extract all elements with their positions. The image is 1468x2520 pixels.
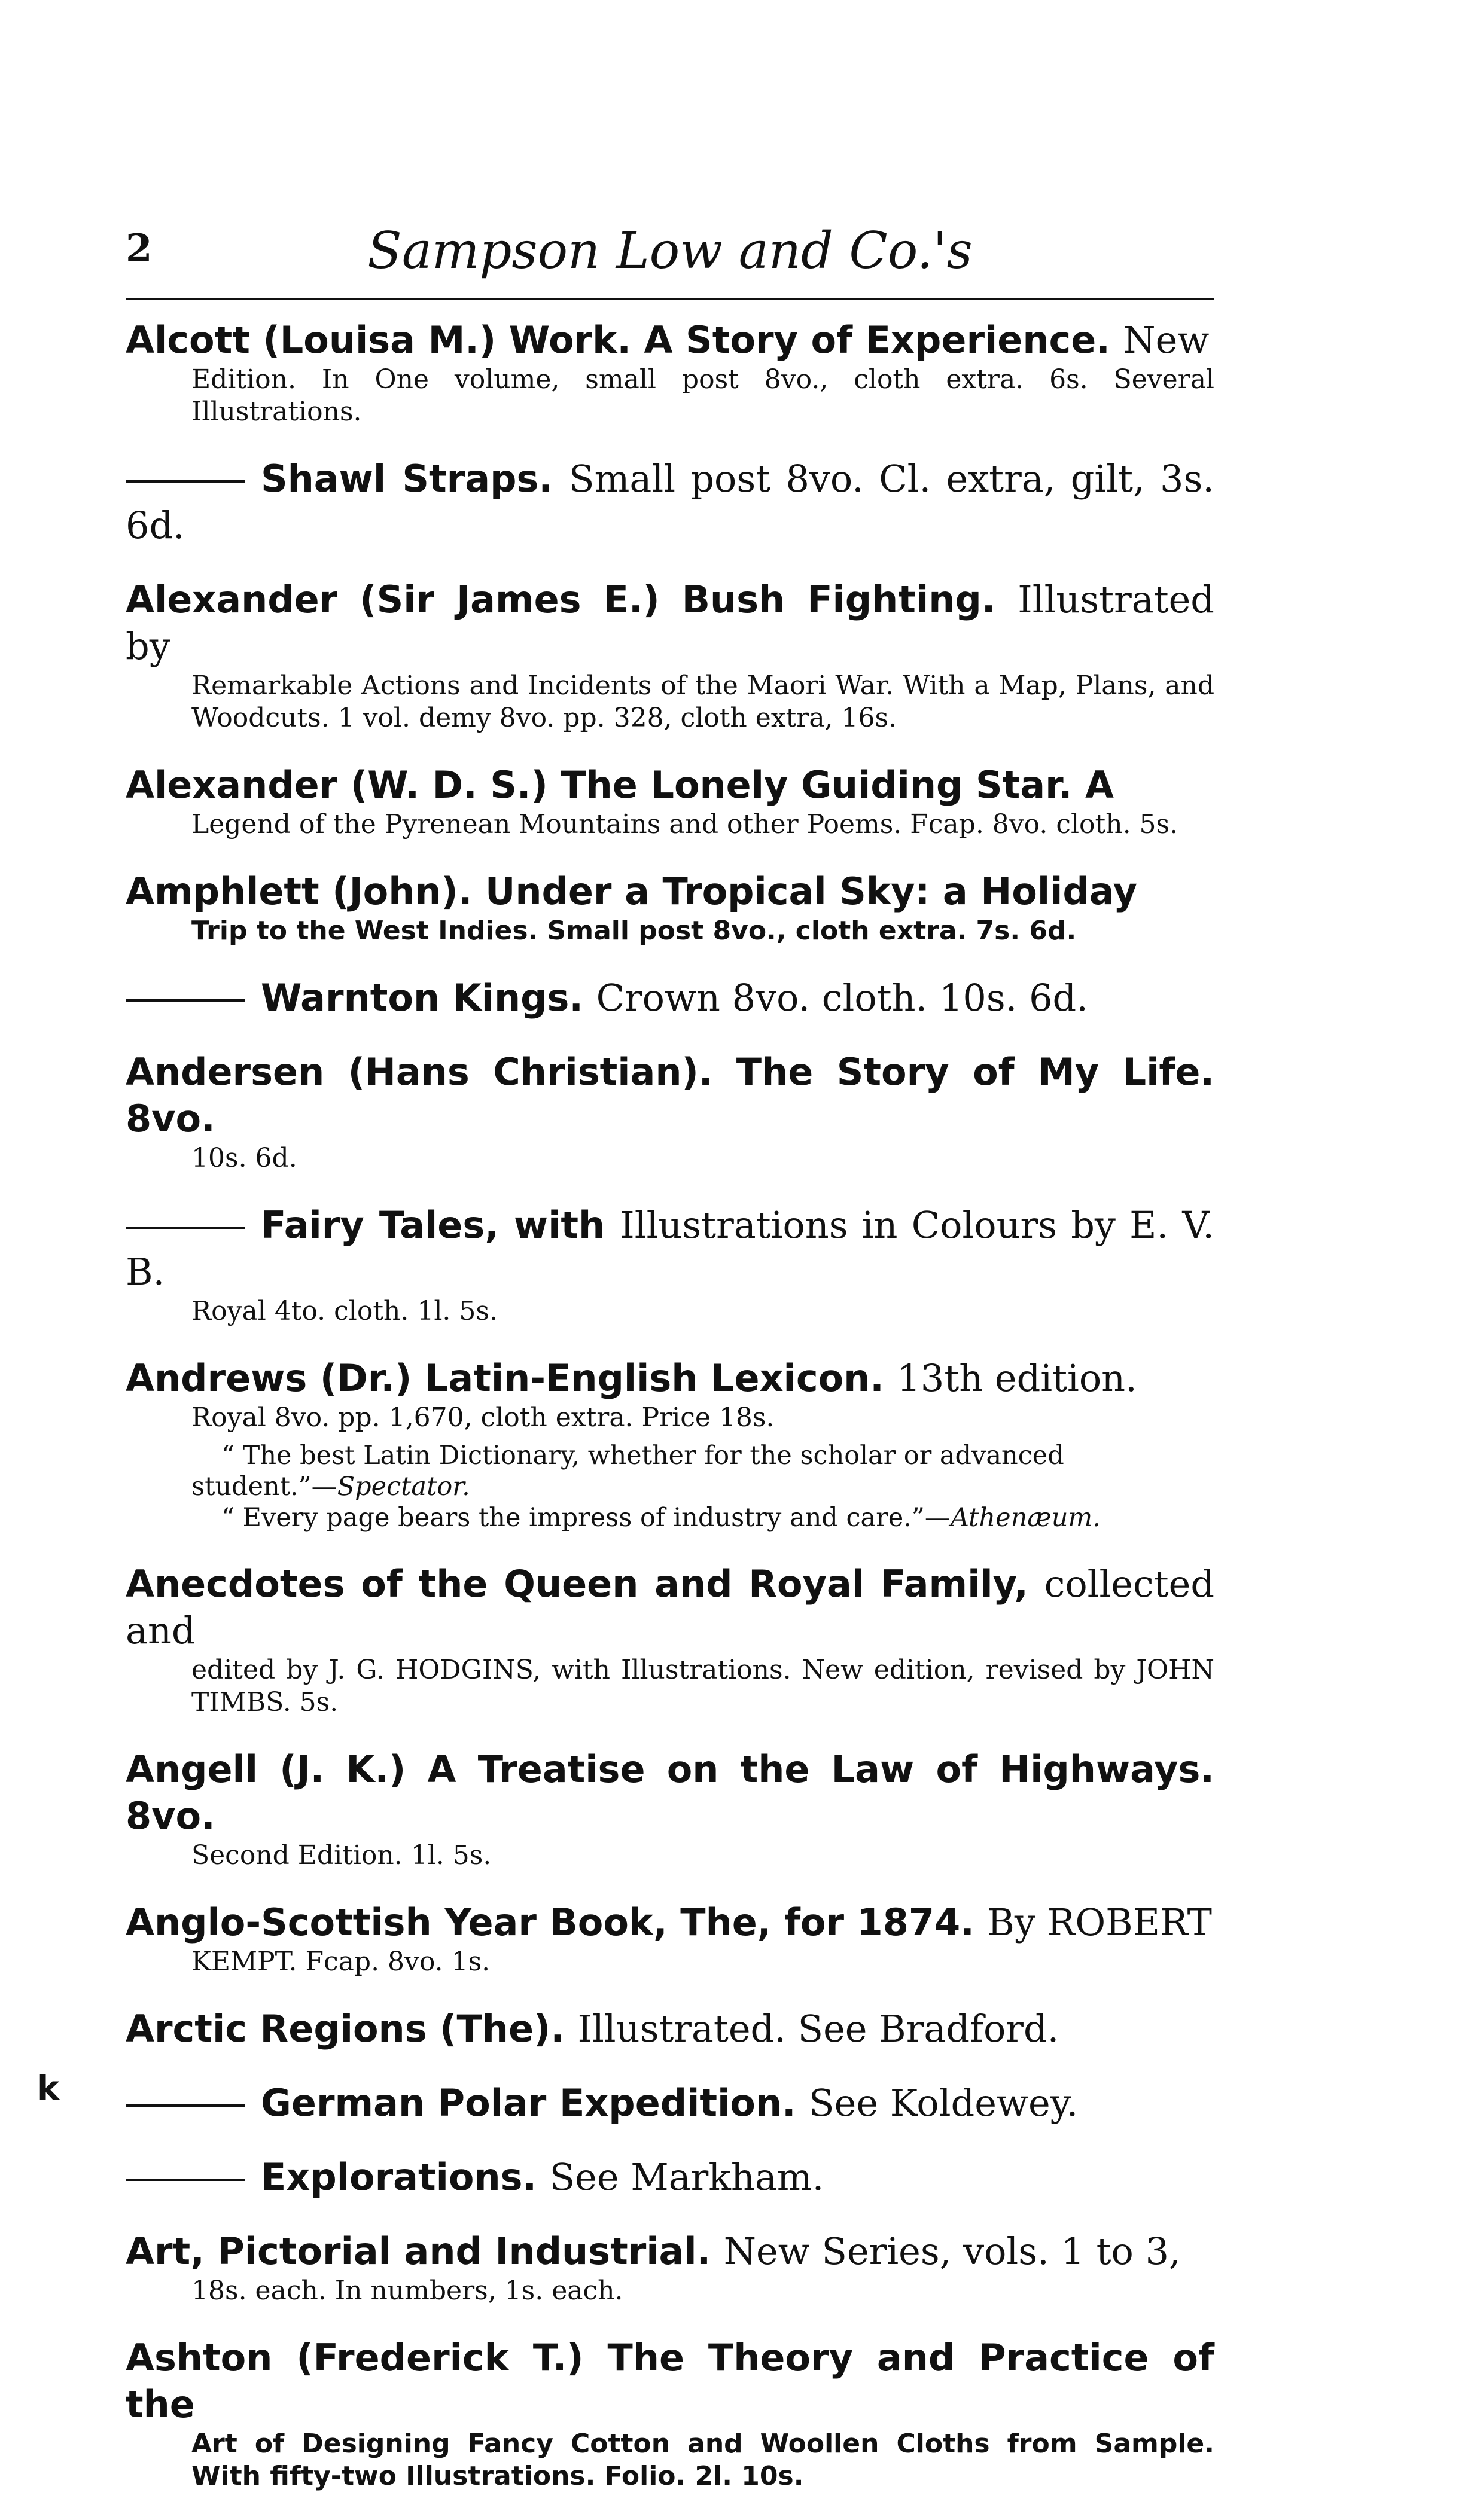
entry-andersen-story <box>126 1049 1214 1174</box>
entry-title: Explorations. <box>261 2155 537 2199</box>
entry-detail: Royal 4to. cloth. 1l. 5s. <box>191 1296 498 1326</box>
entry-title: Angell (J. K.) A Treatise on the Law of Highways. 8vo. <box>126 1747 1214 1838</box>
entry-title-rest: Illustrated. See Bradford. <box>577 2007 1059 2051</box>
entry-alexander-lonely-guiding-star <box>126 762 1214 841</box>
entry-alcott-work <box>126 317 1214 428</box>
entry-anglo-scottish-year-book <box>126 1899 1214 1978</box>
entry-detail: Remarkable Actions and Incidents of the Maori War. With a Map, Plans, and Woodcuts. 1 vol. demy 8vo. pp. 328, cloth extra, 16s. <box>191 670 1214 733</box>
entry-detail: Art of Designing Fancy Cotton and Woollen Cloths from Sample. With fifty-two Illustrations. Folio. 2l. 10s. <box>191 2429 1214 2491</box>
review-quote <box>191 1502 1214 1533</box>
margin-mark: k <box>37 2069 60 2108</box>
entry-alexander-bush-fighting <box>126 576 1214 734</box>
entry-title-rest: See Koldewey. <box>809 2081 1079 2125</box>
entry-title: Anglo-Scottish Year Book, The, for 1874. <box>126 1900 974 1944</box>
quote-text: “ Every page bears the impress of industry and care.”— <box>221 1503 951 1533</box>
entry-title: Shawl Straps. <box>261 457 553 501</box>
page-header <box>126 221 1214 300</box>
entry-amphlett-tropical-sky <box>126 868 1214 947</box>
quote-source: Spectator. <box>337 1472 470 1502</box>
entry-title-rest: New <box>1123 318 1210 362</box>
entry-detail: edited by J. G. HODGINS, with Illustrations. New edition, revised by JOHN TIMBS. 5s. <box>191 1655 1214 1717</box>
entry-title-rest: See Markham. <box>549 2155 824 2199</box>
entry-title: Amphlett (John). Under a Tropical Sky: a Holiday <box>126 870 1138 913</box>
entry-art-pictorial <box>126 2228 1214 2307</box>
entry-detail: KEMPT. Fcap. 8vo. 1s. <box>191 1947 491 1977</box>
entry-title: Arctic Regions (The). <box>126 2007 565 2051</box>
entry-title: Andrews (Dr.) Latin-English Lexicon. <box>126 1356 884 1400</box>
entry-ashton-theory <box>126 2335 1214 2492</box>
entry-arctic-regions <box>126 2006 1214 2052</box>
entry-title: Alexander (Sir James E.) Bush Fighting. <box>126 578 996 621</box>
entry-andrews-lexicon <box>126 1355 1214 1533</box>
quote-source: Athenæum. <box>950 1503 1101 1533</box>
entry-title-rest: Illustrated by <box>126 578 1214 668</box>
entry-anecdotes-queen <box>126 1561 1214 1719</box>
entry-title-rest: By ROBERT <box>987 1900 1212 1944</box>
ditto-dash <box>126 2104 245 2107</box>
entry-amphlett-warnton-kings <box>126 975 1214 1021</box>
quote-text: “ The best Latin Dictionary, whether for the scholar or advanced student.”— <box>191 1441 1064 1502</box>
entry-title: Alcott (Louisa M.) Work. A Story of Experience. <box>126 318 1110 362</box>
entry-alcott-shawl-straps <box>126 456 1214 549</box>
entry-german-polar-expedition <box>126 2080 1214 2127</box>
ditto-dash <box>126 480 245 483</box>
entry-title: Warnton Kings. <box>261 976 583 1020</box>
entry-detail: Edition. In One volume, small post 8vo., cloth extra. 6s. Several Illustrations. <box>191 364 1214 427</box>
entry-title-rest: Crown 8vo. cloth. 10s. 6d. <box>596 976 1088 1020</box>
entry-title: Art, Pictorial and Industrial. <box>126 2229 711 2273</box>
entry-title: Alexander (W. D. S.) The Lonely Guiding Star. A <box>126 763 1114 807</box>
entry-detail: 10s. 6d. <box>191 1143 297 1173</box>
entry-title-rest: Illustrations in Colours by E. V. B. <box>126 1203 1214 1293</box>
entry-title-rest: Small post 8vo. Cl. extra, gilt, 3s. 6d. <box>126 457 1214 547</box>
entry-title: Anecdotes of the Queen and Royal Family, <box>126 1562 1028 1606</box>
entry-angell-highways <box>126 1746 1214 1872</box>
running-title: Sampson Low and Co.'s <box>367 221 973 280</box>
entry-detail: Legend of the Pyrenean Mountains and other Poems. Fcap. 8vo. cloth. 5s. <box>191 809 1178 840</box>
entry-title-rest: 13th edition. <box>897 1356 1137 1400</box>
entry-title-rest: collected and <box>126 1562 1215 1652</box>
entry-andersen-fairy-tales <box>126 1202 1214 1328</box>
entry-title: Andersen (Hans Christian). The Story of My Life. 8vo. <box>126 1050 1214 1140</box>
review-quote <box>191 1440 1214 1502</box>
entry-title: Ashton (Frederick T.) The Theory and Practice of the <box>126 2336 1214 2426</box>
entry-explorations <box>126 2154 1214 2201</box>
entry-title-rest: New Series, vols. 1 to 3, <box>723 2229 1181 2273</box>
entry-detail: Second Edition. 1l. 5s. <box>191 1840 492 1871</box>
entry-title: Fairy Tales, with <box>261 1203 605 1247</box>
page-number: 2 <box>126 226 153 271</box>
entry-detail: Royal 8vo. pp. 1,670, cloth extra. Price 18s. <box>191 1402 775 1433</box>
ditto-dash <box>126 1227 245 1229</box>
entry-detail: 18s. each. In numbers, 1s. each. <box>191 2275 623 2306</box>
entry-detail: Trip to the West Indies. Small post 8vo., cloth extra. 7s. 6d. <box>191 916 1077 946</box>
entry-list <box>126 317 1214 2520</box>
ditto-dash <box>126 2179 245 2181</box>
entry-title: German Polar Expedition. <box>261 2081 796 2125</box>
ditto-dash <box>126 999 245 1002</box>
